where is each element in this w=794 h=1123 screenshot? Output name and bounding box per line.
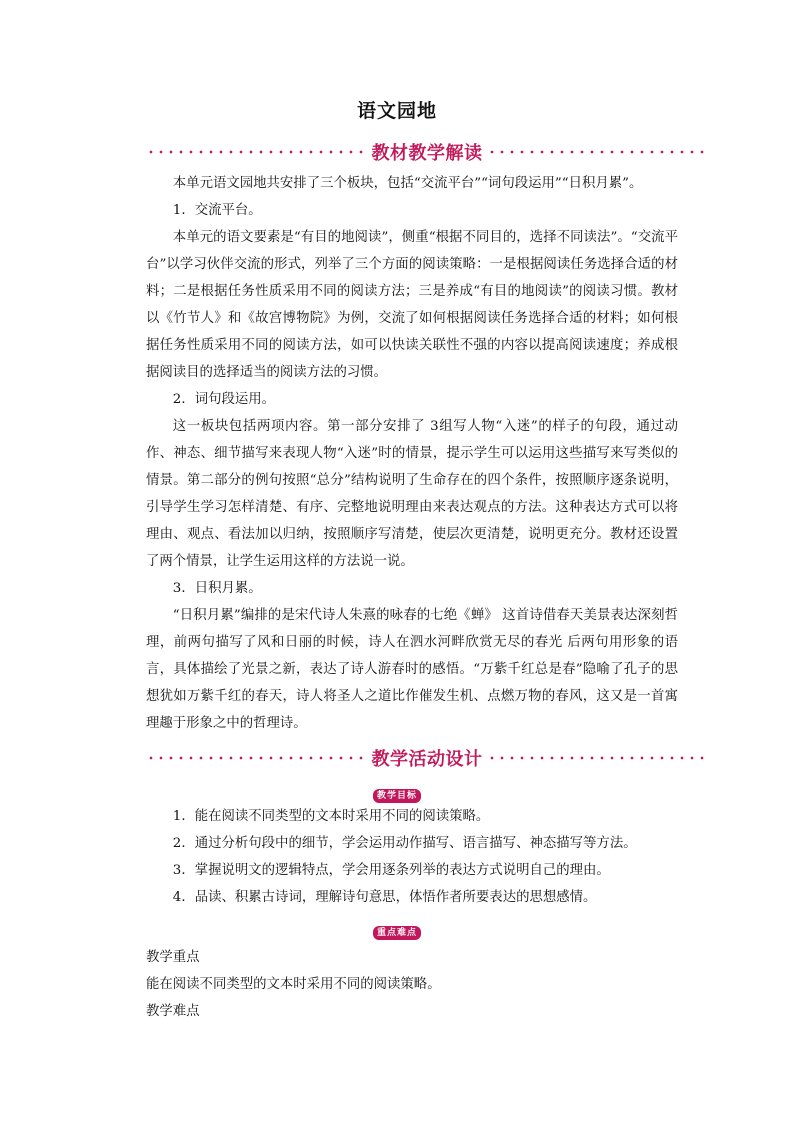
list-item: 3．掌握说明文的逻辑特点，学会用逐条列举的表达方式说明自己的理由。 xyxy=(172,863,610,878)
keypoints-badge xyxy=(0,920,794,940)
list-item: 2．通过分析句段中的细节，学会运用动作描写、语言描写、神态描写等方法。 xyxy=(172,836,637,851)
section-header-activity xyxy=(146,745,708,771)
key-text: 能在阅读不同类型的文本时采用不同的阅读策略。 xyxy=(146,977,441,992)
dotted-divider-right xyxy=(487,150,709,154)
difficulty-label: 教学难点 xyxy=(146,1004,200,1019)
section-title: 教材教学解读 xyxy=(371,143,483,164)
section-body-reading xyxy=(146,170,678,737)
key-label: 教学重点 xyxy=(146,950,200,965)
badge-label: 教学目标 xyxy=(373,789,421,803)
goals-list xyxy=(146,803,678,911)
list-item: 1．能在阅读不同类型的文本时采用不同的阅读策略。 xyxy=(172,809,490,824)
paragraph: 本单元的语文要素是“有目的地阅读”，侧重“根据不同目的，选择不同读法”。“交流平台”以学习伙伴交流的形式，列举了三个方面的阅读策略：一是根据阅读任务选择合适的材料；二是根据任务性质采用不同的阅读方法；三是养成“有目的地阅读”的阅读习惯。教材以《竹节人》和《故宫博物院》为例，交流了如何根据阅读任务选择合适的材料；如何根据任务性质采用不同的阅读方法，如可以快读关联性不强的内容以提高阅读速度；养成根据阅读目的选择适当的阅读方法的习惯。 xyxy=(146,230,678,380)
section-title: 教学活动设计 xyxy=(371,749,483,770)
dotted-divider-left xyxy=(146,756,368,760)
paragraph: “日积月累”编排的是宋代诗人朱熹的咏春的七绝《蝉》 这首诗借春天美景表达深刻哲理，前两句描写了风和日丽的时候，诗人在泗水河畔欣赏无尽的春光 后两句用形象的语言，具体描绘了光景之新，表达了诗人游春时的感悟。“万紫千红总是春”隐喻了孔子的思想犹如万紫千红的春天，诗人将圣人之道比作催发生机、点燃万物的春风，这又是一首寓理趣于形象之中的哲理诗。 xyxy=(146,608,678,731)
list-item: 4．品读、积累古诗词，理解诗句意思，体悟作者所要表达的思想感情。 xyxy=(172,890,597,905)
goals-badge xyxy=(0,783,794,803)
paragraph: 这一板块包括两项内容。第一部分安排了 3组写人物“入迷”的样子的句段，通过动作、神态、细节描写来表现人物“入迷”时的情景，提示学生可以运用这些描写来写类似的情景。第二部分的例句按照“总分”结构说明了生命存在的四个条件，按照顺序逐条说明，引导学生学习怎样清楚、有序、完整地说明理由来表达观点的方法。这种表达方式可以将理由、观点、看法加以归纳，按照顺序写清楚，使层次更清楚，说明更充分。教材还设置了两个情景，让学生运用这样的方法说一说。 xyxy=(146,419,678,569)
document-title: 语文园地 xyxy=(356,100,437,122)
dotted-divider-right xyxy=(487,756,709,760)
paragraph: 本单元语文园地共安排了三个板块，包括“交流平台”“词句段运用”“日积月累”。 xyxy=(172,176,643,191)
subheading: 1．交流平台。 xyxy=(172,203,262,218)
badge-label: 重点难点 xyxy=(373,926,421,940)
section-header-reading xyxy=(146,139,708,165)
subheading: 3．日积月累。 xyxy=(172,581,262,596)
dotted-divider-left xyxy=(146,150,368,154)
subheading: 2．词句段运用。 xyxy=(172,392,276,407)
